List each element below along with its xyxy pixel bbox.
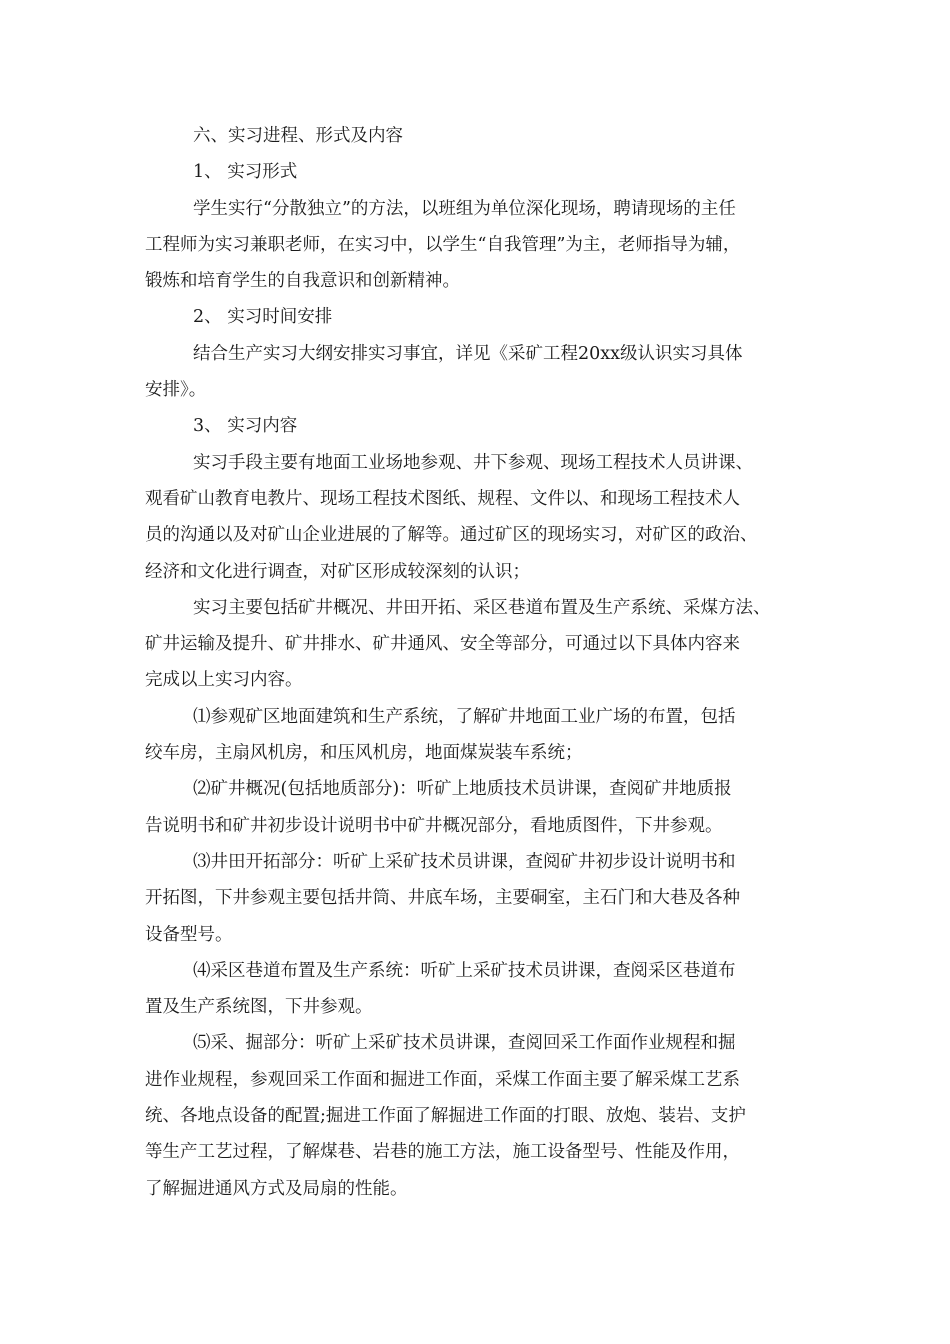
text-line: 2、 实习时间安排	[193, 307, 333, 328]
text-line: 学生实行“分散独立”的方法，以班组为单位深化现场，聘请现场的主任	[193, 198, 736, 219]
text-line: 3、 实习内容	[193, 416, 298, 437]
text-line: 置及生产系统图，下井参观。	[145, 997, 373, 1018]
text-line: 了解掘进通风方式及局扇的性能。	[145, 1178, 408, 1199]
text-line: 锻炼和培育学生的自我意识和创新精神。	[145, 271, 460, 292]
text-line: ⑸采、掘部分：听矿上采矿技术员讲课，查阅回采工作面作业规程和掘	[193, 1033, 736, 1054]
text-line: 员的沟通以及对矿山企业进展的了解等。通过矿区的现场实习，对矿区的政治、	[145, 525, 758, 546]
text-line: 经济和文化进行调查，对矿区形成较深刻的认识；	[145, 561, 530, 582]
text-line: 开拓图，下井参观主要包括井筒、井底车场，主要硐室，主石门和大巷及各种	[145, 888, 740, 909]
text-line: 统、各地点设备的配置;掘进工作面了解掘进工作面的打眼、放炮、装岩、支护	[145, 1106, 746, 1127]
document-body	[145, 118, 825, 1207]
text-line: 告说明书和矿井初步设计说明书中矿井概况部分，看地质图件，下井参观。	[145, 815, 723, 836]
text-line: 六、实习进程、形式及内容	[193, 126, 403, 146]
text-line: 等生产工艺过程，了解煤巷、岩巷的施工方法，施工设备型号、性能及作用，	[145, 1142, 740, 1163]
text-line: 安排》。	[145, 380, 207, 401]
text-line: 1、 实习形式	[193, 162, 298, 183]
text-line: 完成以上实习内容。	[145, 670, 303, 691]
text-line: ⑶井田开拓部分：听矿上采矿技术员讲课，查阅矿井初步设计说明书和	[193, 851, 736, 872]
text-line: 实习手段主要有地面工业场地参观、井下参观、现场工程技术人员讲课、	[193, 452, 753, 473]
text-line: ⑵矿井概况(包括地质部分)：听矿上地质技术员讲课，查阅矿井地质报	[193, 779, 732, 800]
text-line: ⑴参观矿区地面建筑和生产系统，了解矿井地面工业广场的布置，包括	[193, 706, 736, 727]
text-line: 工程师为实习兼职老师，在实习中，以学生“自我管理”为主，老师指导为辅，	[145, 234, 741, 255]
text-line: 设备型号。	[145, 924, 233, 945]
text-line: 结合生产实习大纲安排实习事宜，详见《采矿工程20xx级认识实习具体	[193, 343, 743, 364]
text-line: 实习主要包括矿井概况、井田开拓、采区巷道布置及生产系统、采煤方法、	[193, 597, 771, 618]
text-line: 进作业规程，参观回采工作面和掘进工作面，采煤工作面主要了解采煤工艺系	[145, 1069, 740, 1090]
text-line: ⑷采区巷道布置及生产系统：听矿上采矿技术员讲课，查阅采区巷道布	[193, 960, 736, 981]
text-line: 观看矿山教育电教片、现场工程技术图纸、规程、文件以、和现场工程技术人	[145, 488, 740, 509]
text-line: 矿井运输及提升、矿井排水、矿井通风、安全等部分，可通过以下具体内容来	[145, 634, 740, 655]
text-line: 绞车房，主扇风机房，和压风机房，地面煤炭装车系统；	[145, 743, 583, 764]
